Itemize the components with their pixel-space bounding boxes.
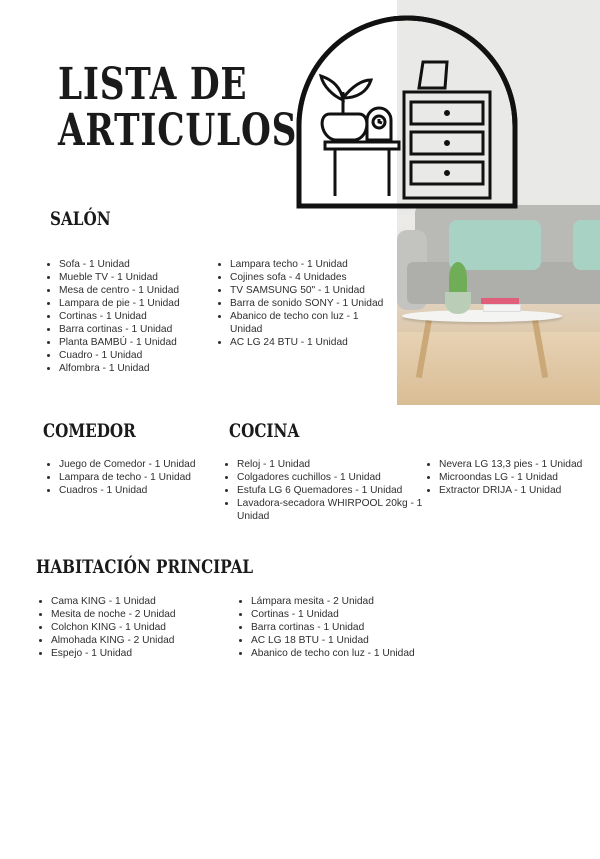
list-item: • Alfombra - 1 Unidad <box>59 362 229 375</box>
list-item: • AC LG 24 BTU - 1 Unidad <box>230 336 390 349</box>
page-title <box>58 59 298 156</box>
cocina-list-1 <box>224 458 427 523</box>
list-item: • Cama KING - 1 Unidad <box>51 595 241 608</box>
section-heading-comedor: COMEDOR <box>43 420 136 442</box>
salon-list-2 <box>217 258 390 349</box>
list-item: • Juego de Comedor - 1 Unidad <box>59 458 229 471</box>
photo-book <box>481 298 519 304</box>
habitacion-list-1 <box>38 595 241 660</box>
list-item: • Cuadro - 1 Unidad <box>59 349 229 362</box>
list-item: • Mesa de centro - 1 Unidad <box>59 284 229 297</box>
photo-coffee-table <box>402 310 562 322</box>
list-item: • Abanico de techo con luz - 1 Unidad <box>230 310 390 336</box>
photo-plant-pot <box>445 292 471 314</box>
list-item: • Lampara techo - 1 Unidad <box>230 258 390 271</box>
list-item: • Estufa LG 6 Quemadores - 1 Unidad <box>237 484 427 497</box>
list-item: • Lampara de techo - 1 Unidad <box>59 471 229 484</box>
list-item: • Nevera LG 13,3 pies - 1 Unidad <box>439 458 600 471</box>
list-item: • Lampara de pie - 1 Unidad <box>59 297 229 310</box>
cocina-list-2 <box>426 458 600 497</box>
furniture-illustration <box>287 10 527 210</box>
list-item: • TV SAMSUNG 50" - 1 Unidad <box>230 284 390 297</box>
page-title-line2: ARTICULOS <box>58 105 298 156</box>
list-item: • Colgadores cuchillos - 1 Unidad <box>237 471 427 484</box>
list-item: • Barra de sonido SONY - 1 Unidad <box>230 297 390 310</box>
photo-cushion <box>573 220 600 270</box>
page-title-line1: LISTA DE <box>58 59 248 110</box>
list-item: • Colchon KING - 1 Unidad <box>51 621 241 634</box>
list-item: • Sofa - 1 Unidad <box>59 258 229 271</box>
list-item: • Reloj - 1 Unidad <box>237 458 427 471</box>
list-item: • Cuadros - 1 Unidad <box>59 484 229 497</box>
list-item: • Planta BAMBÚ - 1 Unidad <box>59 336 229 349</box>
list-item: • Lámpara mesita - 2 Unidad <box>251 595 451 608</box>
list-item: • Mesita de noche - 2 Unidad <box>51 608 241 621</box>
salon-list-1 <box>46 258 229 375</box>
list-item: • AC LG 18 BTU - 1 Unidad <box>251 634 451 647</box>
list-item: • Cortinas - 1 Unidad <box>59 310 229 323</box>
section-heading-salon: SALÓN <box>50 208 111 230</box>
section-heading-habitacion: HABITACIÓN PRINCIPAL <box>36 556 254 578</box>
list-item: • Espejo - 1 Unidad <box>51 647 241 660</box>
list-item: • Cortinas - 1 Unidad <box>251 608 451 621</box>
arch-left-fill <box>299 18 397 206</box>
list-item: • Extractor DRIJA - 1 Unidad <box>439 484 600 497</box>
list-item: • Cojines sofa - 4 Unidades <box>230 271 390 284</box>
section-heading-cocina: COCINA <box>229 420 300 442</box>
photo-cushion <box>449 220 541 270</box>
list-item: • Abanico de techo con luz - 1 Unidad <box>251 647 451 660</box>
comedor-list <box>46 458 229 497</box>
photo-plant <box>449 262 467 294</box>
list-item: • Almohada KING - 2 Unidad <box>51 634 241 647</box>
photo-book <box>483 304 521 312</box>
list-item: • Microondas LG - 1 Unidad <box>439 471 600 484</box>
list-item: • Mueble TV - 1 Unidad <box>59 271 229 284</box>
list-item: • Barra cortinas - 1 Unidad <box>59 323 229 336</box>
habitacion-list-2 <box>238 595 451 660</box>
list-item: • Lavadora-secadora WHIRPOOL 20kg - 1 Unidad <box>237 497 427 523</box>
list-item: • Barra cortinas - 1 Unidad <box>251 621 451 634</box>
